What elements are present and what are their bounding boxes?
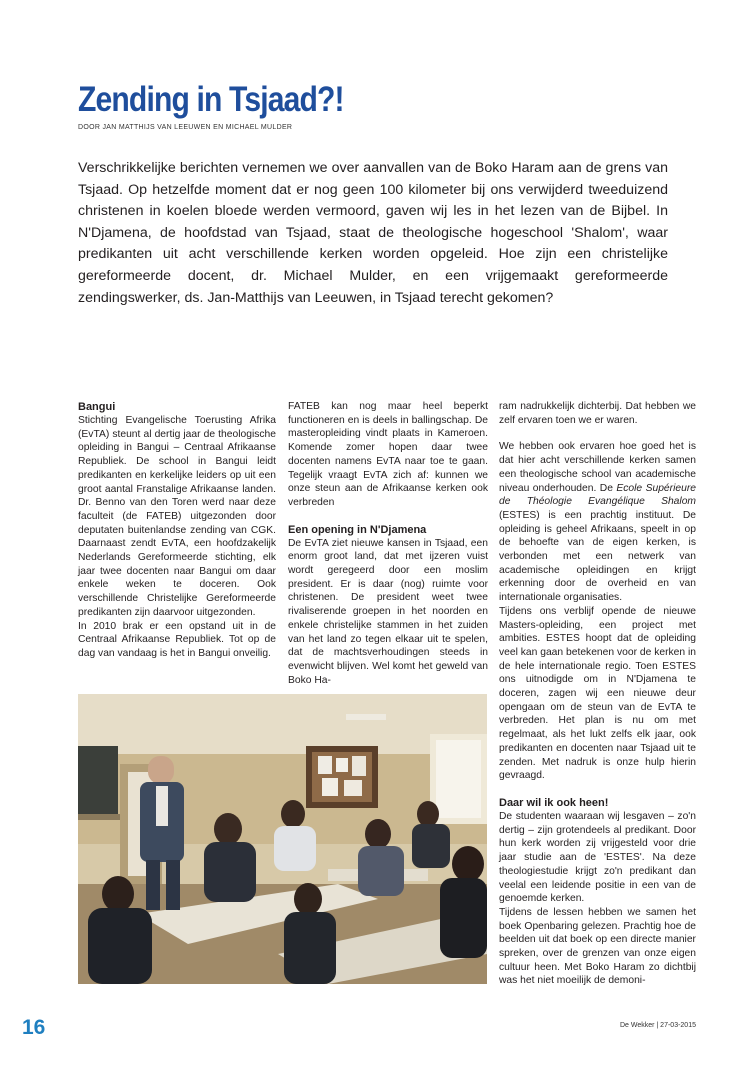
column-1 — [78, 400, 276, 661]
paragraph: Tijdens ons verblijf opende de nieuwe Masters-opleiding, een project met ambities. ESTES hoopt dat de opleiding veel kan gaan betekenen voor de kerken in de hele internationale regio. Toen ESTES ons uitnodigde om in N'Djamena te doceren, zagen wij een nieuwe deur opengaan om de steun van de EvTA te verbreden. Het plan is nu om met regelmaat, als het lukt zelfs elk jaar, ook predikanten en docenten naar Tsjaad uit te zenden. Met nadruk is onze hulp hierin gevraagd. — [499, 605, 696, 782]
column-3 — [499, 400, 696, 988]
paragraph: FATEB kan nog maar heel beperkt functioneren en is deels in ballingschap. De masteropleiding vindt plaats in Kameroen. Komende zomer hopen daar twee docenten namens EvTA naar toe te gaan. Tegelijk vraagt EvTA zich af: kunnen we onze steun aan de Afrikaanse kerken ook verbreden — [288, 401, 488, 508]
paragraph: Stichting Evangelische Toerusting Afrika (EvTA) steunt al dertig jaar de theologische opleiding in Bangui – Centraal Afrikaanse Republiek. De school in Bangui leidt predikanten en kerkelijke leiders op uit een groot aantal Franstalige Afrikaanse landen. Dr. Benno van den Toren werd naar deze faculteit (de FATEB) uitgezonden door deputaten buitenlandse zending van CGK. Daarnaast zendt EvTA, een hoofdzakelijk Nederlands Gereformeerde stichting, elk jaar twee docenten naar Bangui om daar enkele weken te doceren. Ook verschillende Christelijke Gereformeerde predikanten zijn daarvoor uitgezonden. — [78, 415, 276, 618]
intro-paragraph: Verschrikkelijke berichten vernemen we over aanvallen van de Boko Haram aan de grens van Tsjaad. Op hetzelfde moment dat er nog geen 100 kilometer bij ons verwijderd tweeduizend christenen in koelen bloede werden vermoord, gaven wij les in het lezen van de Bijbel. In N'Djamena, de hoofdstad van Tsjaad, staat de theologische hogeschool 'Shalom', waar predikanten uit acht verschillende kerken worden opgeleid. Hoe zijn een christelijke gereformeerde docent, dr. Michael Mulder, en een vrijgemaakt gereformeerde zendingswerker, ds. Jan-Matthijs van Leeuwen, in Tsjaad terecht gekomen? — [78, 160, 668, 306]
paragraph: ram nadrukkelijk dichterbij. Dat hebben we zelf ervaren toen we er waren. — [499, 401, 696, 426]
section-heading-ndjamena: Een opening in N'Djamena — [288, 523, 427, 536]
paragraph: De studenten waaraan wij lesgaven – zo'n dertig – zijn grotendeels al predikant. Door hun kerk worden zij vrijgesteld voor drie jaar studie aan de 'ESTES'. Na deze theologiestudie krijgt zo'n predikant dan veelal een leidende positie in een van de genoemde kerken. — [499, 810, 696, 905]
text-run: We hebben ook ervaren hoe goed het is dat hier acht verschillende kerken samen een theologische school van academische niveau onderhouden. De — [499, 441, 696, 494]
article-title: Zending in Tsjaad?! — [78, 80, 344, 119]
section-heading-bangui: Bangui — [78, 401, 116, 413]
text-run: (ESTES) is een prachtig instituut. De opleiding is geheel Afrikaans, speelt in op de behoefte van de eigen kerken, is verbonden met een netwerk van academische opleidingen en krijgt erkenning door de overheid en van internationale organisaties. — [499, 509, 696, 604]
page-number: 16 — [22, 1016, 46, 1039]
byline: DOOR JAN MATTHIJS VAN LEEUWEN EN MICHAEL MULDER — [78, 124, 293, 131]
column-2 — [288, 400, 488, 687]
paragraph: De EvTA ziet nieuwe kansen in Tsjaad, een enorm groot land, dat met ijzeren vuist wordt geregeerd door een moslim president. Er is daar (nog) ruimte voor christenen. De president weet twee rivaliserende groepen in het noorden en enkele christelijke stammen in het zuiden van het land zo tegen elkaar uit te spelen, dat de machtsverhoudingen steeds in evenwicht blijven. Wel komt het geweld van Boko Ha- — [288, 537, 488, 686]
school-name-italic: Ecole Supérieure de Théologie Evangélique Shalom — [499, 482, 696, 508]
paragraph: In 2010 brak er een opstand uit in de Centraal Afrikaanse Republiek. Tot op de dag van vandaag is het in Bangui onveilig. — [78, 620, 276, 659]
classroom-photo — [78, 694, 487, 984]
paragraph: Tijdens de lessen hebben we samen het boek Openbaring gelezen. Prachtig hoe de beelden uit dat boek op een directe manier spreken, over de grenzen van onze eigen cultuur heen. Met Boko Haram zo dichtbij was het niet moeilijk de demoni- — [499, 906, 696, 987]
section-heading-daar-wil-ik: Daar wil ik ook heen! — [499, 796, 609, 809]
footer-publication: De Wekker | 27-03-2015 — [619, 1022, 696, 1029]
paragraph — [499, 440, 696, 604]
